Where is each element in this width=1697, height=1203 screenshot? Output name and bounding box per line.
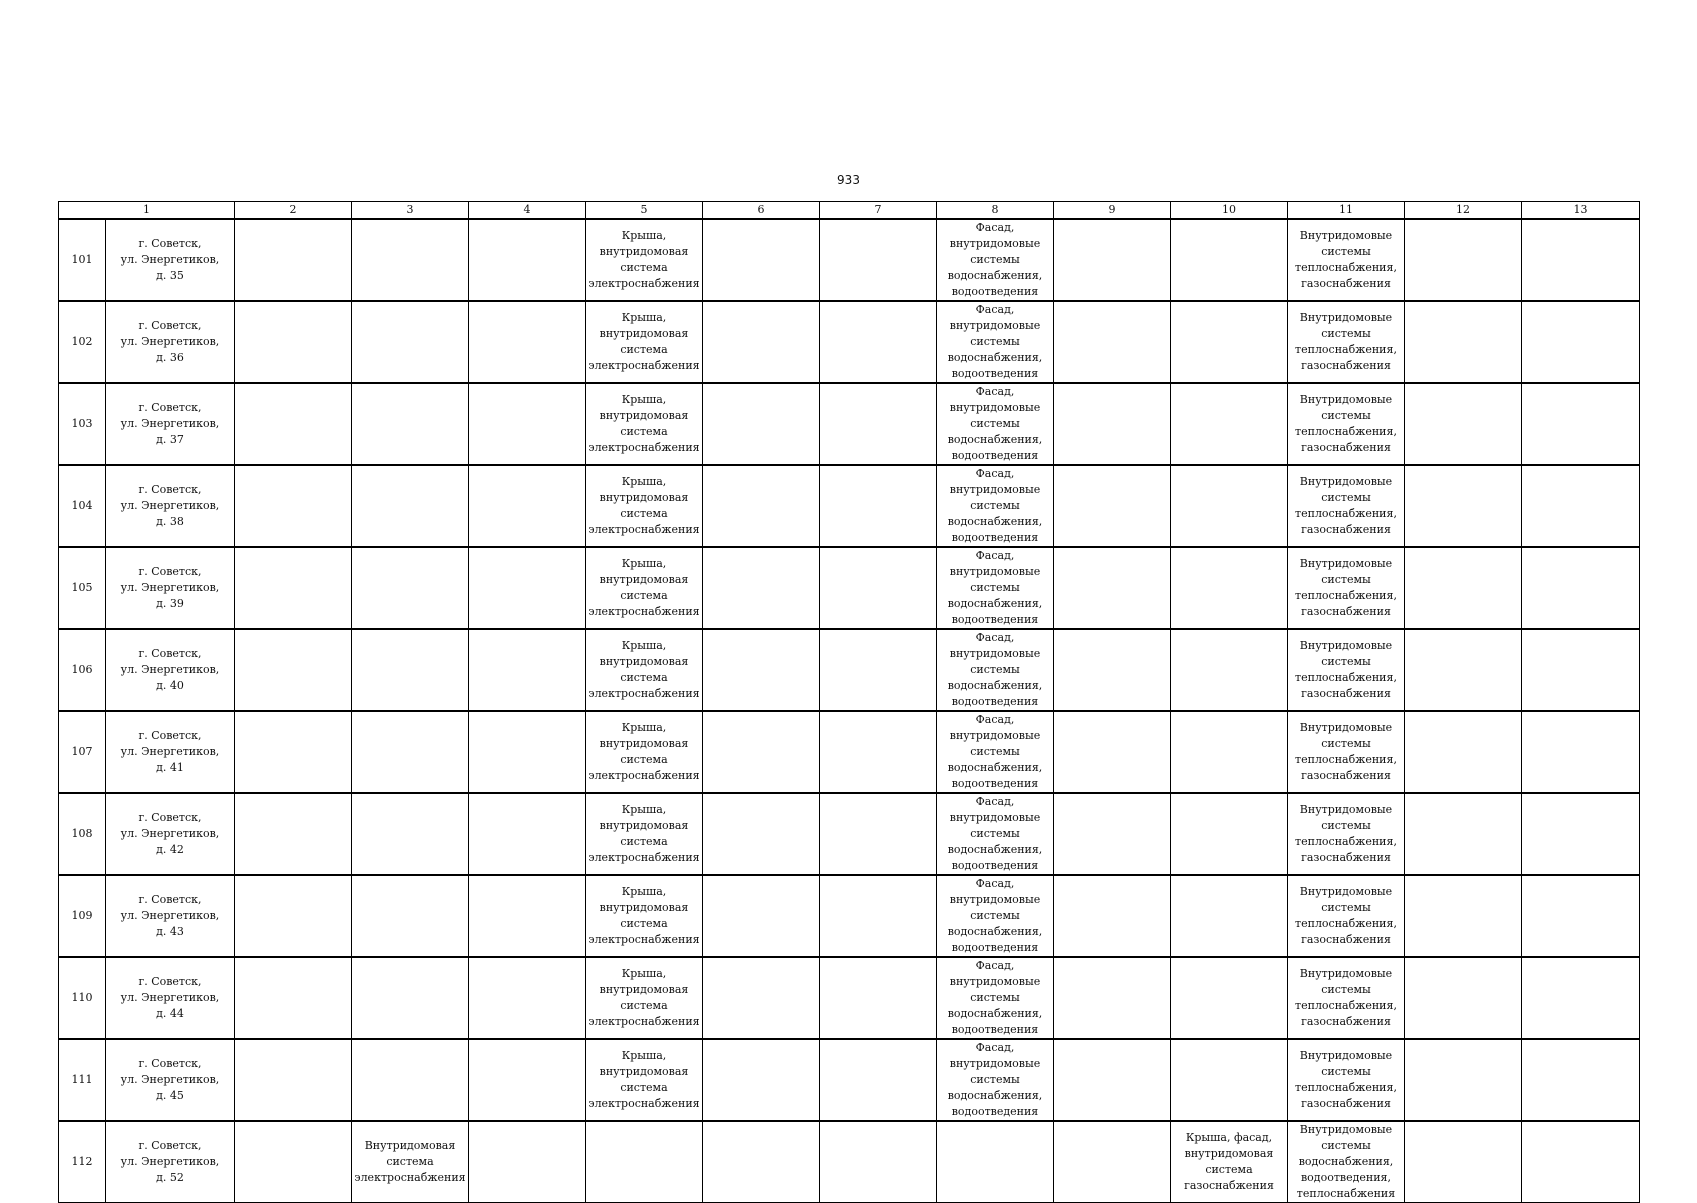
col3-cell [352, 383, 469, 465]
col7-cell [820, 219, 937, 301]
cell-text: Крыша, внутридомовая система электроснабжения [588, 1049, 700, 1110]
col9-cell [1054, 383, 1171, 465]
cell-text: Фасад, внутридомовые системы водоснабжения, водоотведения [947, 713, 1043, 790]
table-body [59, 219, 1640, 1203]
col8-cell [937, 1121, 1054, 1203]
cell-text: Фасад, внутридомовые системы водоснабжения, водоотведения [947, 221, 1043, 298]
address-cell [106, 1121, 235, 1203]
cell-text: г. Советск, ул. Энергетиков, д. 42 [120, 811, 220, 856]
cell-text: Внутридомовые системы теплоснабжения, газоснабжения [1295, 967, 1397, 1028]
row-number-cell [59, 1121, 106, 1203]
works-table [58, 201, 1640, 1203]
cell-text: Внутридомовые системы теплоснабжения, газоснабжения [1295, 311, 1397, 372]
col5-cell [586, 219, 703, 301]
col10-cell [1171, 219, 1288, 301]
col12-cell [1405, 219, 1522, 301]
row-number-cell [59, 875, 106, 957]
col10-cell [1171, 383, 1288, 465]
row-number-cell [59, 219, 106, 301]
column-header: 1 [59, 202, 235, 220]
col6-cell [703, 301, 820, 383]
row-number-cell [59, 793, 106, 875]
cell-text: г. Советск, ул. Энергетиков, д. 35 [120, 237, 220, 282]
cell-text: Фасад, внутридомовые системы водоснабжения, водоотведения [947, 795, 1043, 872]
col2-cell [235, 547, 352, 629]
col5-cell [586, 301, 703, 383]
column-header: 10 [1171, 202, 1288, 220]
table-row [59, 219, 1640, 301]
col10-cell [1171, 1121, 1288, 1203]
col7-cell [820, 1121, 937, 1203]
table-row [59, 793, 1640, 875]
col8-cell [937, 629, 1054, 711]
col8-cell [937, 383, 1054, 465]
column-header: 3 [352, 202, 469, 220]
col5-cell [586, 711, 703, 793]
address-cell [106, 383, 235, 465]
cell-text: г. Советск, ул. Энергетиков, д. 41 [120, 729, 220, 774]
col11-cell [1288, 465, 1405, 547]
col8-cell [937, 1039, 1054, 1121]
col6-cell [703, 1121, 820, 1203]
table-row [59, 1039, 1640, 1121]
cell-text: 107 [71, 745, 93, 758]
col6-cell [703, 793, 820, 875]
cell-text: Крыша, внутридомовая система электроснабжения [588, 803, 700, 864]
col12-cell [1405, 793, 1522, 875]
cell-text: Крыша, внутридомовая система электроснабжения [588, 967, 700, 1028]
col7-cell [820, 629, 937, 711]
col4-cell [469, 1039, 586, 1121]
cell-text: 111 [71, 1073, 93, 1086]
col13-cell [1522, 875, 1640, 957]
row-number-cell [59, 629, 106, 711]
table-row [59, 465, 1640, 547]
col8-cell [937, 547, 1054, 629]
col10-cell [1171, 547, 1288, 629]
cell-text: Внутридомовые системы водоснабжения, водоотведения, теплоснабжения [1296, 1123, 1396, 1200]
col4-cell [469, 711, 586, 793]
col13-cell [1522, 793, 1640, 875]
address-cell [106, 793, 235, 875]
col13-cell [1522, 711, 1640, 793]
cell-text: г. Советск, ул. Энергетиков, д. 38 [120, 483, 220, 528]
col10-cell [1171, 629, 1288, 711]
col12-cell [1405, 383, 1522, 465]
cell-text: Крыша, внутридомовая система электроснабжения [588, 475, 700, 536]
col4-cell [469, 875, 586, 957]
col2-cell [235, 219, 352, 301]
col2-cell [235, 875, 352, 957]
col4-cell [469, 465, 586, 547]
col9-cell [1054, 711, 1171, 793]
col5-cell [586, 1039, 703, 1121]
col10-cell [1171, 875, 1288, 957]
cell-text: 103 [71, 417, 93, 430]
col2-cell [235, 793, 352, 875]
col6-cell [703, 547, 820, 629]
col12-cell [1405, 629, 1522, 711]
col4-cell [469, 383, 586, 465]
address-cell [106, 465, 235, 547]
col2-cell [235, 465, 352, 547]
col13-cell [1522, 629, 1640, 711]
col11-cell [1288, 301, 1405, 383]
cell-text: Фасад, внутридомовые системы водоснабжения, водоотведения [947, 631, 1043, 708]
col6-cell [703, 383, 820, 465]
col9-cell [1054, 219, 1171, 301]
cell-text: г. Советск, ул. Энергетиков, д. 40 [120, 647, 220, 692]
page-number: 933 [837, 173, 860, 187]
col6-cell [703, 875, 820, 957]
cell-text: г. Советск, ул. Энергетиков, д. 37 [120, 401, 220, 446]
table-row [59, 1121, 1640, 1203]
cell-text: Внутридомовые системы теплоснабжения, газоснабжения [1295, 393, 1397, 454]
col10-cell [1171, 301, 1288, 383]
col8-cell [937, 793, 1054, 875]
cell-text: г. Советск, ул. Энергетиков, д. 36 [120, 319, 220, 364]
cell-text: Внутридомовые системы теплоснабжения, газоснабжения [1295, 1049, 1397, 1110]
address-cell [106, 219, 235, 301]
col2-cell [235, 1039, 352, 1121]
cell-text: Крыша, внутридомовая система электроснабжения [588, 885, 700, 946]
row-number-cell [59, 383, 106, 465]
col13-cell [1522, 1039, 1640, 1121]
column-header: 12 [1405, 202, 1522, 220]
col8-cell [937, 219, 1054, 301]
col3-cell [352, 1121, 469, 1203]
col9-cell [1054, 793, 1171, 875]
col9-cell [1054, 301, 1171, 383]
address-cell [106, 301, 235, 383]
column-header: 4 [469, 202, 586, 220]
col3-cell [352, 793, 469, 875]
col11-cell [1288, 383, 1405, 465]
col2-cell [235, 1121, 352, 1203]
cell-text: Внутридомовые системы теплоснабжения, газоснабжения [1295, 557, 1397, 618]
col4-cell [469, 219, 586, 301]
col13-cell [1522, 1121, 1640, 1203]
address-cell [106, 629, 235, 711]
col5-cell [586, 465, 703, 547]
col9-cell [1054, 629, 1171, 711]
cell-text: 106 [71, 663, 93, 676]
col7-cell [820, 875, 937, 957]
row-number-cell [59, 711, 106, 793]
col7-cell [820, 547, 937, 629]
cell-text: 109 [71, 909, 93, 922]
col11-cell [1288, 957, 1405, 1039]
col7-cell [820, 711, 937, 793]
col4-cell [469, 793, 586, 875]
col4-cell [469, 957, 586, 1039]
table-row [59, 301, 1640, 383]
cell-text: Внутридомовые системы теплоснабжения, газоснабжения [1295, 803, 1397, 864]
table-row [59, 711, 1640, 793]
col3-cell [352, 547, 469, 629]
col9-cell [1054, 1039, 1171, 1121]
col13-cell [1522, 301, 1640, 383]
col8-cell [937, 711, 1054, 793]
col9-cell [1054, 1121, 1171, 1203]
col10-cell [1171, 465, 1288, 547]
cell-text: Внутридомовые системы теплоснабжения, газоснабжения [1295, 721, 1397, 782]
col13-cell [1522, 219, 1640, 301]
col11-cell [1288, 1121, 1405, 1203]
col10-cell [1171, 957, 1288, 1039]
col12-cell [1405, 547, 1522, 629]
col6-cell [703, 219, 820, 301]
row-number-cell [59, 465, 106, 547]
col7-cell [820, 793, 937, 875]
cell-text: Внутридомовые системы теплоснабжения, газоснабжения [1295, 229, 1397, 290]
col11-cell [1288, 1039, 1405, 1121]
column-header: 8 [937, 202, 1054, 220]
col7-cell [820, 957, 937, 1039]
cell-text: 108 [71, 827, 93, 840]
table-row [59, 383, 1640, 465]
cell-text: 102 [71, 335, 93, 348]
column-header: 2 [235, 202, 352, 220]
col13-cell [1522, 957, 1640, 1039]
col12-cell [1405, 875, 1522, 957]
row-number-cell [59, 1039, 106, 1121]
table-row [59, 547, 1640, 629]
cell-text: 104 [71, 499, 93, 512]
col5-cell [586, 957, 703, 1039]
col2-cell [235, 711, 352, 793]
address-cell [106, 711, 235, 793]
cell-text: Фасад, внутридомовые системы водоснабжения, водоотведения [947, 549, 1043, 626]
cell-text: Фасад, внутридомовые системы водоснабжения, водоотведения [947, 385, 1043, 462]
column-header: 6 [703, 202, 820, 220]
col7-cell [820, 465, 937, 547]
col8-cell [937, 465, 1054, 547]
table-row [59, 875, 1640, 957]
col9-cell [1054, 957, 1171, 1039]
col11-cell [1288, 547, 1405, 629]
col6-cell [703, 465, 820, 547]
col12-cell [1405, 465, 1522, 547]
column-header: 9 [1054, 202, 1171, 220]
col9-cell [1054, 465, 1171, 547]
column-header: 7 [820, 202, 937, 220]
col2-cell [235, 301, 352, 383]
col12-cell [1405, 957, 1522, 1039]
address-cell [106, 1039, 235, 1121]
col5-cell [586, 547, 703, 629]
cell-text: Фасад, внутридомовые системы водоснабжения, водоотведения [947, 959, 1043, 1036]
cell-text: 101 [71, 253, 93, 266]
col9-cell [1054, 875, 1171, 957]
cell-text: Крыша, внутридомовая система электроснабжения [588, 311, 700, 372]
cell-text: Внутридомовая система электроснабжения [354, 1139, 466, 1184]
col7-cell [820, 1039, 937, 1121]
cell-text: г. Советск, ул. Энергетиков, д. 45 [120, 1057, 220, 1102]
col6-cell [703, 711, 820, 793]
row-number-cell [59, 957, 106, 1039]
col7-cell [820, 301, 937, 383]
col5-cell [586, 629, 703, 711]
column-header: 11 [1288, 202, 1405, 220]
cell-text: г. Советск, ул. Энергетиков, д. 44 [120, 975, 220, 1020]
col13-cell [1522, 547, 1640, 629]
address-cell [106, 547, 235, 629]
table-row [59, 629, 1640, 711]
col2-cell [235, 957, 352, 1039]
cell-text: Крыша, внутридомовая система электроснабжения [588, 557, 700, 618]
cell-text: Крыша, внутридомовая система электроснабжения [588, 229, 700, 290]
cell-text: Внутридомовые системы теплоснабжения, газоснабжения [1295, 885, 1397, 946]
address-cell [106, 957, 235, 1039]
table-row [59, 957, 1640, 1039]
col5-cell [586, 875, 703, 957]
cell-text: Фасад, внутридомовые системы водоснабжения, водоотведения [947, 303, 1043, 380]
cell-text: Внутридомовые системы теплоснабжения, газоснабжения [1295, 475, 1397, 536]
col11-cell [1288, 629, 1405, 711]
col3-cell [352, 957, 469, 1039]
column-number-row [59, 202, 1640, 220]
cell-text: г. Советск, ул. Энергетиков, д. 52 [120, 1139, 220, 1184]
cell-text: Крыша, фасад, внутридомовая система газоснабжения [1184, 1131, 1274, 1192]
col3-cell [352, 301, 469, 383]
cell-text: г. Советск, ул. Энергетиков, д. 43 [120, 893, 220, 938]
col8-cell [937, 301, 1054, 383]
col5-cell [586, 383, 703, 465]
col4-cell [469, 547, 586, 629]
col13-cell [1522, 383, 1640, 465]
col12-cell [1405, 1039, 1522, 1121]
cell-text: Крыша, внутридомовая система электроснабжения [588, 721, 700, 782]
col7-cell [820, 383, 937, 465]
address-cell [106, 875, 235, 957]
cell-text: Фасад, внутридомовые системы водоснабжения, водоотведения [947, 877, 1043, 954]
col4-cell [469, 629, 586, 711]
column-header: 5 [586, 202, 703, 220]
col5-cell [586, 793, 703, 875]
cell-text: Крыша, внутридомовая система электроснабжения [588, 393, 700, 454]
row-number-cell [59, 301, 106, 383]
col8-cell [937, 875, 1054, 957]
cell-text: г. Советск, ул. Энергетиков, д. 39 [120, 565, 220, 610]
col6-cell [703, 957, 820, 1039]
col3-cell [352, 629, 469, 711]
col2-cell [235, 629, 352, 711]
col11-cell [1288, 875, 1405, 957]
cell-text: 110 [71, 991, 93, 1004]
cell-text: Фасад, внутридомовые системы водоснабжения, водоотведения [947, 1041, 1043, 1118]
col3-cell [352, 1039, 469, 1121]
col11-cell [1288, 711, 1405, 793]
cell-text: 105 [71, 581, 93, 594]
col10-cell [1171, 793, 1288, 875]
col11-cell [1288, 219, 1405, 301]
col6-cell [703, 629, 820, 711]
col8-cell [937, 957, 1054, 1039]
col12-cell [1405, 1121, 1522, 1203]
col5-cell [586, 1121, 703, 1203]
col9-cell [1054, 547, 1171, 629]
col10-cell [1171, 711, 1288, 793]
col3-cell [352, 219, 469, 301]
cell-text: Фасад, внутридомовые системы водоснабжения, водоотведения [947, 467, 1043, 544]
col6-cell [703, 1039, 820, 1121]
cell-text: Внутридомовые системы теплоснабжения, газоснабжения [1295, 639, 1397, 700]
col11-cell [1288, 793, 1405, 875]
row-number-cell [59, 547, 106, 629]
col4-cell [469, 1121, 586, 1203]
col3-cell [352, 465, 469, 547]
col12-cell [1405, 711, 1522, 793]
cell-text: 112 [71, 1155, 93, 1168]
cell-text: Крыша, внутридомовая система электроснабжения [588, 639, 700, 700]
col3-cell [352, 875, 469, 957]
col3-cell [352, 711, 469, 793]
col4-cell [469, 301, 586, 383]
col12-cell [1405, 301, 1522, 383]
col10-cell [1171, 1039, 1288, 1121]
col13-cell [1522, 465, 1640, 547]
col2-cell [235, 383, 352, 465]
column-header: 13 [1522, 202, 1640, 220]
